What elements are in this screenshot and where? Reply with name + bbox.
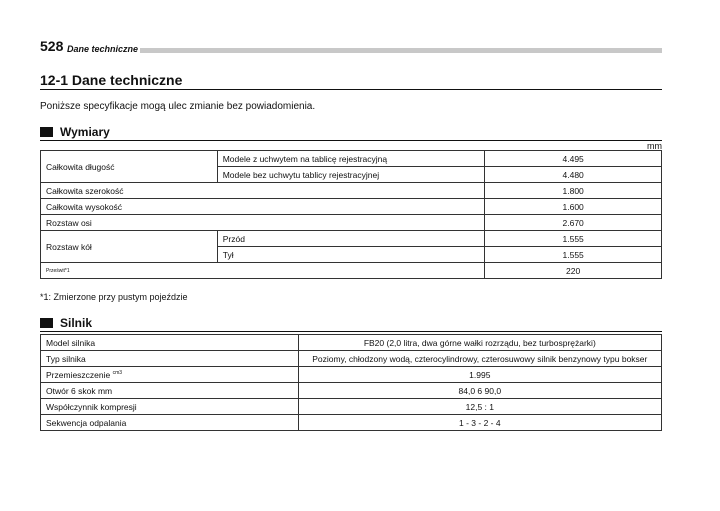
row-value: Poziomy, chłodzony wodą, czterocylindrowy, czterosuwowy silnik benzynowy typu bokser bbox=[298, 351, 661, 367]
row-value: 1.995 bbox=[298, 367, 661, 383]
table-row bbox=[41, 231, 662, 247]
header-title: Dane techniczne bbox=[67, 44, 139, 54]
row-sublabel: Przód bbox=[217, 231, 485, 247]
row-sublabel: Modele z uchwytem na tablicę rejestracyjną bbox=[217, 151, 485, 167]
row-value: 4.495 bbox=[485, 151, 662, 167]
row-value: 1.600 bbox=[485, 199, 662, 215]
unit-label: mm bbox=[647, 141, 662, 151]
table-row bbox=[41, 215, 662, 231]
row-value: 1.555 bbox=[485, 231, 662, 247]
table-row bbox=[41, 383, 662, 399]
page-number: 528 bbox=[40, 38, 64, 54]
row-label: Typ silnika bbox=[41, 351, 299, 367]
row-value: 220 bbox=[485, 263, 662, 279]
chapter-title: 12-1 Dane techniczne bbox=[40, 72, 183, 88]
dimensions-heading bbox=[40, 124, 662, 141]
chapter-heading bbox=[40, 72, 662, 90]
row-label: Rozstaw kół bbox=[41, 231, 218, 263]
dimensions-table bbox=[40, 150, 662, 279]
table-row bbox=[41, 199, 662, 215]
row-value: 2.670 bbox=[485, 215, 662, 231]
table-row bbox=[41, 415, 662, 431]
row-sublabel: Tył bbox=[217, 247, 485, 263]
table-row bbox=[41, 367, 662, 383]
header-bar bbox=[140, 48, 662, 53]
row-label: Sekwencja odpalania bbox=[41, 415, 299, 431]
square-bullet-icon bbox=[40, 127, 53, 137]
table-row bbox=[41, 351, 662, 367]
engine-heading bbox=[40, 315, 662, 332]
engine-table bbox=[40, 334, 662, 431]
row-value: 4.480 bbox=[485, 167, 662, 183]
row-label: Całkowita długość bbox=[41, 151, 218, 183]
row-value: 1 - 3 - 2 - 4 bbox=[298, 415, 661, 431]
row-value: 1.800 bbox=[485, 183, 662, 199]
row-sublabel: Modele bez uchwytu tablicy rejestracyjnej bbox=[217, 167, 485, 183]
table-row bbox=[41, 151, 662, 167]
row-label: Prześwit*1 bbox=[41, 263, 485, 279]
row-label: Całkowita wysokość bbox=[41, 199, 485, 215]
dimensions-title: Wymiary bbox=[60, 125, 110, 139]
row-label: Przemieszczenie bbox=[46, 369, 111, 380]
row-label: Rozstaw osi bbox=[41, 215, 485, 231]
table-row bbox=[41, 399, 662, 415]
row-label-unit: cm3 bbox=[112, 369, 123, 376]
engine-title: Silnik bbox=[60, 316, 93, 330]
table-row bbox=[41, 183, 662, 199]
page-header bbox=[40, 40, 662, 54]
row-label: Współczynnik kompresji bbox=[41, 399, 299, 415]
footnote: *1: Zmierzone przy pustym pojeździe bbox=[40, 292, 188, 302]
row-label: Całkowita szerokość bbox=[41, 183, 485, 199]
intro-text: Poniższe specyfikacje mogą ulec zmianie bez powiadomienia. bbox=[40, 101, 316, 112]
row-value: FB20 (2,0 litra, dwa górne wałki rozrządu, bez turbosprężarki) bbox=[298, 335, 661, 351]
row-value: 12,5 : 1 bbox=[298, 399, 661, 415]
row-label: Otwór 6 skok mm bbox=[41, 383, 299, 399]
table-row bbox=[41, 263, 662, 279]
row-value: 1.555 bbox=[485, 247, 662, 263]
row-label: Model silnika bbox=[41, 335, 299, 351]
square-bullet-icon bbox=[40, 318, 53, 328]
row-label-cell bbox=[41, 367, 299, 383]
row-value: 84,0 6 90,0 bbox=[298, 383, 661, 399]
table-row bbox=[41, 335, 662, 351]
